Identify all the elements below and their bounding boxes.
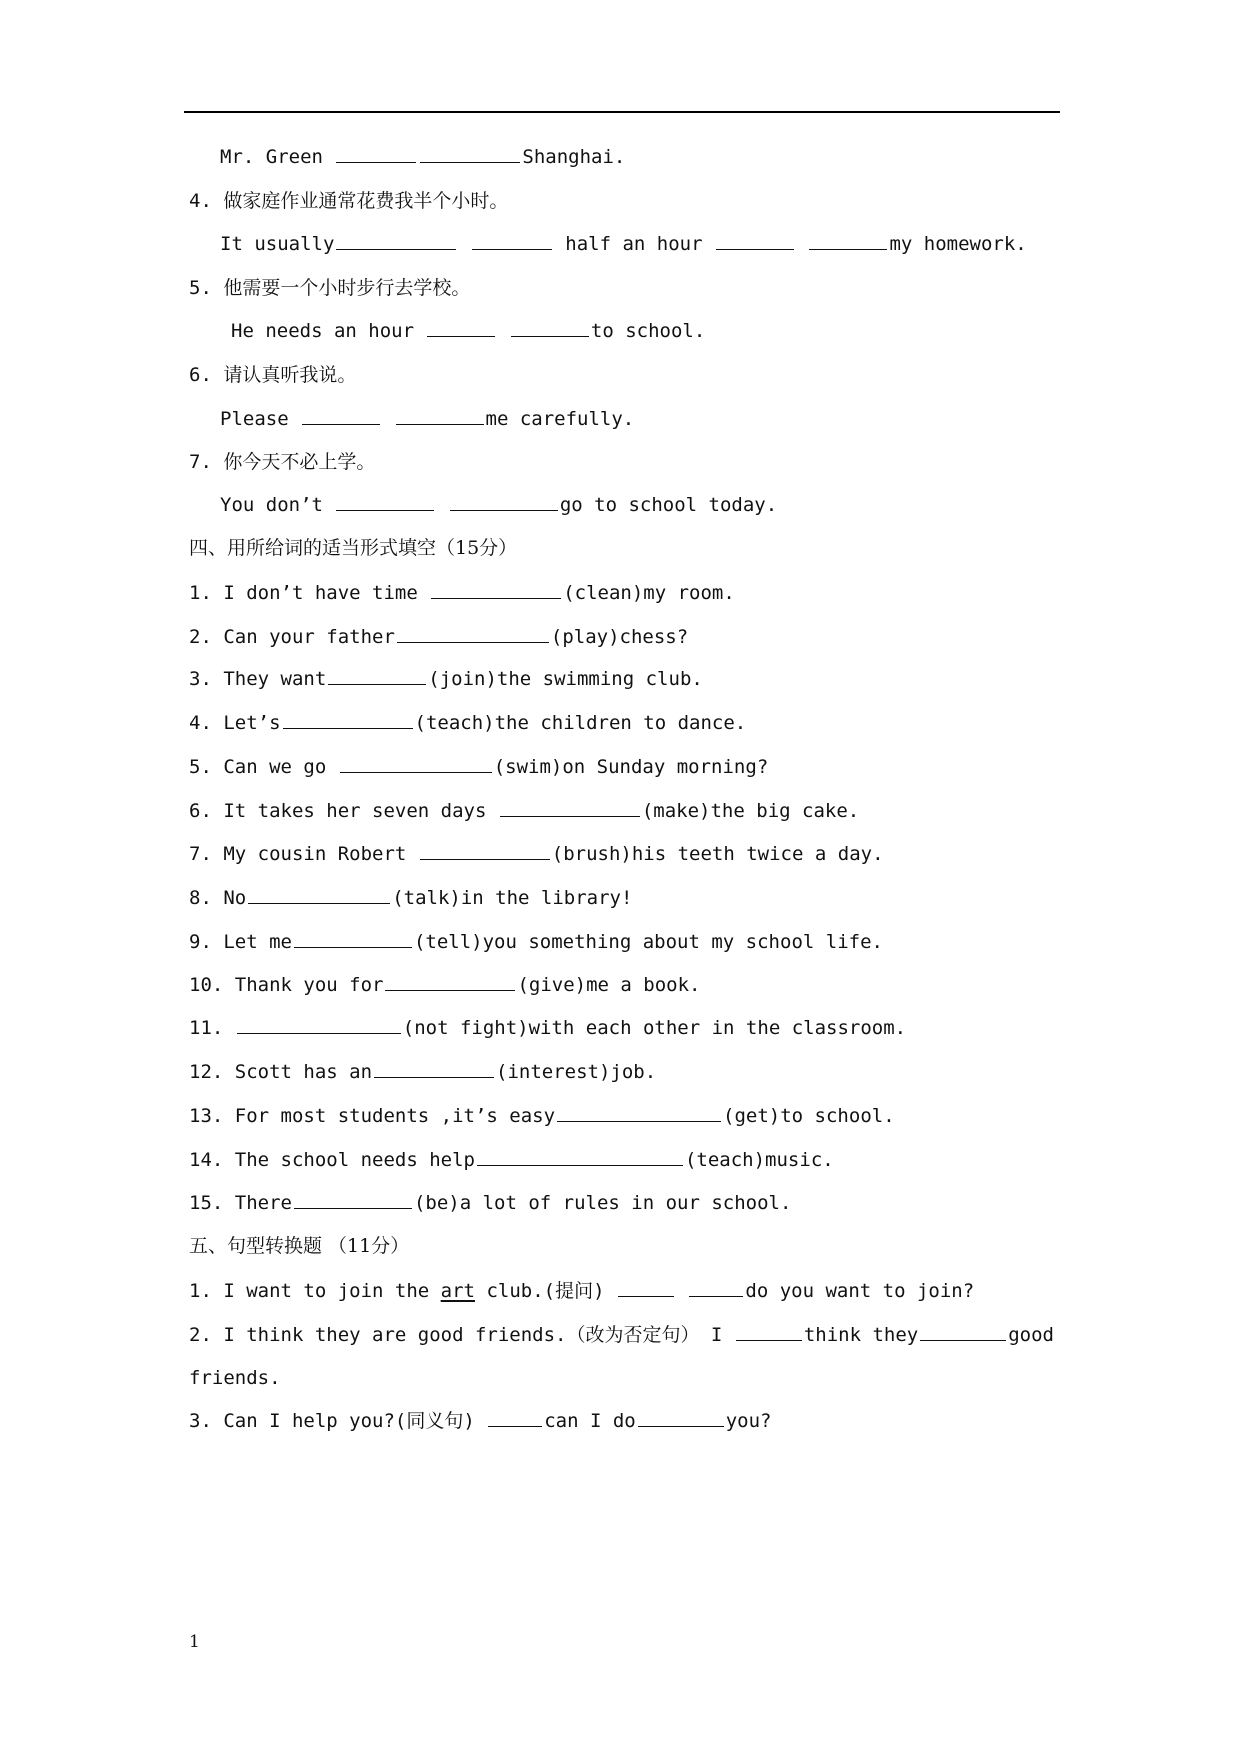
line-text: (interest)job. [496, 1061, 657, 1083]
answer-blank[interactable] [736, 1320, 802, 1341]
answer-blank[interactable] [477, 1145, 683, 1166]
answer-blank[interactable] [488, 1406, 542, 1427]
answer-blank[interactable] [294, 1188, 412, 1209]
line-text [382, 408, 393, 430]
line-text: (not fight)with each other in the classroom. [402, 1017, 907, 1039]
line-text: 8. No [189, 887, 247, 909]
answer-blank[interactable] [302, 404, 380, 425]
answer-blank[interactable] [450, 490, 558, 511]
line-text: do you want to join? [745, 1280, 975, 1302]
line-text: 10. Thank you for [189, 974, 384, 996]
question-prompt [189, 447, 1069, 477]
line-text: club.(提问) [475, 1280, 616, 1302]
answer-blank[interactable] [716, 229, 794, 250]
line-text: to school. [590, 320, 706, 342]
answer-blank[interactable] [283, 708, 413, 729]
line-text: 11. [189, 1017, 235, 1039]
line-text: (give)me a book. [517, 974, 701, 996]
exercise-line [220, 404, 1100, 434]
line-text: (talk)in the library! [392, 887, 633, 909]
line-text [796, 233, 807, 255]
answer-blank[interactable] [638, 1406, 724, 1427]
line-text: you? [725, 1410, 772, 1432]
exercise-line [189, 578, 1069, 608]
line-text: (play)chess? [550, 626, 689, 648]
question-prompt [189, 273, 1069, 303]
underlined-word: art [440, 1280, 475, 1302]
exercise-line [189, 708, 1069, 738]
answer-blank[interactable] [336, 490, 434, 511]
line-text: (join)the swimming club. [428, 668, 703, 690]
line-text: (clean)my room. [563, 582, 735, 604]
answer-blank[interactable] [557, 1101, 721, 1122]
line-text: can I do [544, 1410, 636, 1432]
line-text: half an hour [553, 233, 714, 255]
line-text: 6. 请认真听我说。 [189, 364, 357, 386]
line-text: Shanghai. [522, 146, 626, 168]
line-text: 1. I want to join the [189, 1280, 441, 1302]
line-text: (make)the big cake. [641, 800, 860, 822]
line-text: 5. Can we go [189, 756, 338, 778]
answer-blank[interactable] [427, 316, 495, 337]
question-prompt [189, 186, 1069, 216]
line-text: 7. 你今天不必上学。 [189, 451, 376, 473]
exercise-line [231, 316, 1111, 346]
answer-blank[interactable] [328, 664, 426, 685]
line-text: (swim)on Sunday morning? [493, 756, 769, 778]
line-text: 4. 做家庭作业通常花费我半个小时。 [189, 190, 509, 212]
line-text: 4. Let’s [189, 712, 281, 734]
answer-blank[interactable] [472, 229, 552, 250]
line-text: 1. I don’t have time [189, 582, 430, 604]
line-text: 12. Scott has an [189, 1061, 373, 1083]
exercise-line [189, 927, 1069, 957]
section-heading [189, 533, 1069, 563]
line-text: 四、用所给词的适当形式填空（15分） [189, 537, 518, 559]
line-text [497, 320, 508, 342]
answer-blank[interactable] [809, 229, 887, 250]
question-prompt [189, 360, 1069, 390]
line-text: 2. I think they are good friends.（改为否定句） I [189, 1324, 734, 1346]
answer-blank[interactable] [248, 883, 390, 904]
line-text: me carefully. [485, 408, 635, 430]
answer-blank[interactable] [385, 970, 515, 991]
exercise-line [189, 1145, 1069, 1175]
answer-blank[interactable] [397, 622, 549, 643]
exercise-line [189, 1188, 1069, 1218]
line-text: 7. My cousin Robert [189, 843, 418, 865]
exercise-line [189, 1057, 1069, 1087]
exercise-line [220, 142, 1100, 172]
line-text: It usually [220, 233, 335, 255]
line-text: (teach)music. [684, 1149, 834, 1171]
exercise-line [220, 229, 1100, 259]
answer-blank[interactable] [294, 927, 412, 948]
line-text: (teach)the children to dance. [414, 712, 747, 734]
line-text [676, 1280, 687, 1302]
exercise-line [189, 970, 1069, 1000]
header-rule [184, 111, 1060, 113]
answer-blank[interactable] [618, 1276, 674, 1297]
exercise-line [189, 1363, 1069, 1393]
line-text: 6. It takes her seven days [189, 800, 498, 822]
exercise-line [220, 490, 1100, 520]
line-text: good [1008, 1324, 1054, 1346]
page-number: 1 [189, 1632, 200, 1652]
answer-blank[interactable] [420, 839, 550, 860]
line-text: (be)a lot of rules in our school. [413, 1192, 792, 1214]
exercise-line [189, 1406, 1069, 1436]
answer-blank[interactable] [340, 752, 492, 773]
line-text: 9. Let me [189, 931, 292, 953]
answer-blank[interactable] [920, 1320, 1006, 1341]
section-heading [189, 1231, 1069, 1261]
answer-blank[interactable] [396, 404, 484, 425]
answer-blank[interactable] [336, 142, 416, 163]
line-text: 14. The school needs help [189, 1149, 475, 1171]
line-text: 3. Can I help you?(同义句) [189, 1410, 487, 1432]
line-text: 3. They want [189, 668, 327, 690]
answer-blank[interactable] [689, 1276, 743, 1297]
line-text: my homework. [889, 233, 1027, 255]
line-text: 5. 他需要一个小时步行去学校。 [189, 277, 471, 299]
line-text: 2. Can your father [189, 626, 395, 648]
line-text: You don’t [220, 494, 335, 516]
line-text: 五、句型转换题 （11分） [189, 1235, 410, 1257]
answer-blank[interactable] [420, 142, 520, 163]
line-text: Mr. Green [220, 146, 335, 168]
answer-blank[interactable] [511, 316, 589, 337]
line-text: think they [803, 1324, 919, 1346]
exercise-line [189, 1013, 1069, 1043]
line-text: (brush)his teeth twice a day. [551, 843, 884, 865]
answer-blank[interactable] [431, 578, 561, 599]
answer-blank[interactable] [336, 229, 456, 250]
line-text: (tell)you something about my school life. [413, 931, 883, 953]
exercise-line [189, 752, 1069, 782]
answer-blank[interactable] [500, 796, 640, 817]
answer-blank[interactable] [237, 1013, 401, 1034]
line-text: He needs an hour [231, 320, 426, 342]
exercise-line [189, 664, 1069, 694]
line-text: Please [220, 408, 301, 430]
exercise-line [189, 1320, 1069, 1350]
exercise-line [189, 1101, 1069, 1131]
answer-blank[interactable] [374, 1057, 494, 1078]
line-text: go to school today. [559, 494, 778, 516]
line-text: 15. There [189, 1192, 292, 1214]
line-text [458, 233, 469, 255]
line-text: 13. For most students ,it’s easy [189, 1105, 556, 1127]
exercise-line [189, 1276, 1069, 1306]
exercise-line [189, 796, 1069, 826]
line-text: friends. [189, 1367, 281, 1389]
exercise-line [189, 839, 1069, 869]
exercise-line [189, 622, 1069, 652]
line-text [436, 494, 447, 516]
exercise-line [189, 883, 1069, 913]
line-text: (get)to school. [723, 1105, 895, 1127]
